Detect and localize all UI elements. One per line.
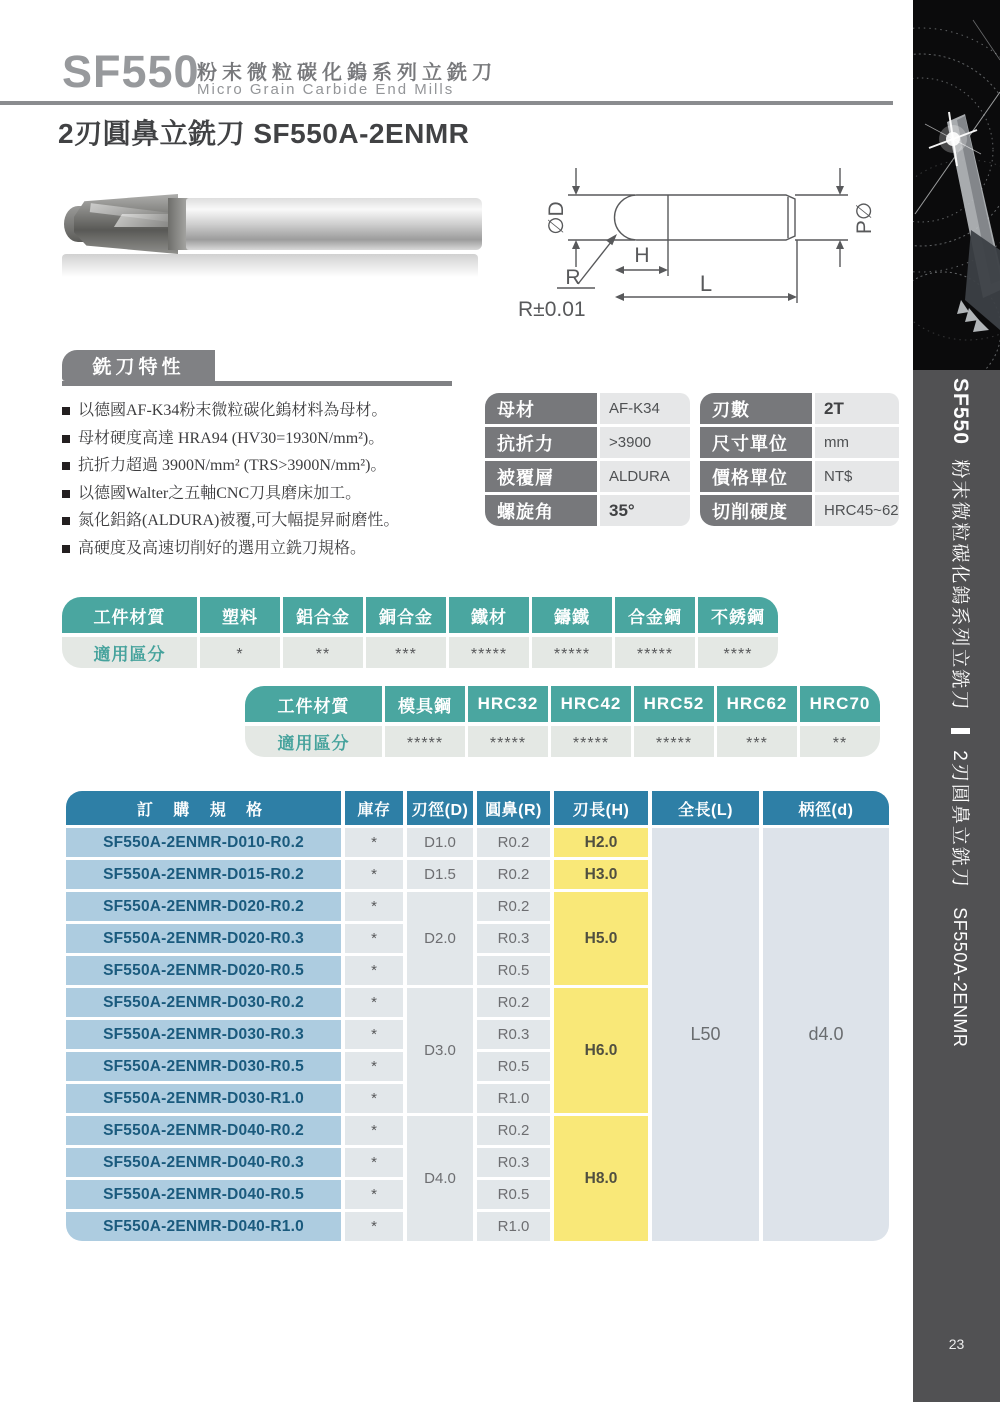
stock-mark: * (345, 924, 403, 953)
overall-length: L50 (652, 828, 759, 1241)
spec-label: 尺寸單位 (700, 427, 812, 458)
column-header: 訂 購 規 格 (66, 791, 341, 825)
corner-radius: R0.2 (477, 828, 550, 857)
table-row (66, 828, 889, 857)
spec-value: HRC45~62 (815, 495, 899, 526)
bullet-square-icon (62, 435, 70, 443)
bullet-square-icon (62, 407, 70, 415)
workpiece-material-table-1 (62, 597, 778, 668)
stock-mark: * (345, 1052, 403, 1081)
corner-radius: R0.3 (477, 924, 550, 953)
diagram-shank-diameter-label: P∅ (853, 201, 876, 235)
spec-value: AF-K34 (600, 393, 690, 424)
sidebar-separator-bar (951, 728, 970, 734)
rating-stars: *** (717, 726, 797, 757)
material-column: 鑄鐵 (532, 597, 612, 633)
cut-diameter: D2.0 (407, 892, 473, 985)
corner-radius: R0.5 (477, 956, 550, 985)
corner-radius: R0.3 (477, 1020, 550, 1049)
photo-shank (186, 198, 482, 250)
rating-stars: ***** (468, 726, 548, 757)
spec-value: mm (815, 427, 899, 458)
workpiece-material-table-2 (245, 686, 880, 757)
spec-table-units (700, 393, 899, 526)
spec-label: 被覆層 (485, 461, 597, 492)
feature-text: 抗折力超過 3900N/mm² (TRS>3900N/mm²)。 (78, 457, 387, 474)
material-column: 模具鋼 (385, 686, 465, 722)
part-number: SF550A-2ENMR-D030-R0.2 (66, 988, 341, 1017)
stock-mark: * (345, 828, 403, 857)
spec-value: NT$ (815, 461, 899, 492)
part-number: SF550A-2ENMR-D015-R0.2 (66, 860, 341, 889)
corner-radius: R0.2 (477, 860, 550, 889)
corner-radius: R0.2 (477, 1116, 550, 1145)
sidebar-product-code: SF550A-2ENMR (950, 907, 970, 1048)
corner-radius: R1.0 (477, 1212, 550, 1241)
rating-stars: ** (800, 726, 880, 757)
rating-stars: ***** (615, 637, 695, 668)
material-column: 鐵材 (449, 597, 529, 633)
material-column: 不銹鋼 (698, 597, 778, 633)
stock-mark: * (345, 1148, 403, 1177)
bullet-square-icon (62, 517, 70, 525)
rating-stars: ***** (385, 726, 465, 757)
sidebar-series: SF550 (949, 378, 972, 445)
features-list (62, 397, 492, 562)
table-row-label: 適用區分 (245, 726, 382, 757)
diagram-radius-tolerance: R±0.01 (518, 298, 586, 321)
table-corner-label: 工件材質 (62, 597, 197, 633)
material-column: 鋁合金 (283, 597, 363, 633)
sidebar-series-cn: 粉末微粒碳化鎢系列立銑刀 (949, 459, 970, 712)
column-header: 庫存 (345, 791, 403, 825)
diagram-flute-length-label: H (634, 244, 650, 267)
sidebar-vertical-title (948, 378, 975, 1047)
part-number: SF550A-2ENMR-D040-R0.3 (66, 1148, 341, 1177)
material-column: 塑料 (200, 597, 280, 633)
stock-mark: * (345, 1212, 403, 1241)
bullet-square-icon (62, 490, 70, 498)
material-column: HRC70 (800, 686, 880, 722)
corner-radius: R0.3 (477, 1148, 550, 1177)
column-header: 刃長(H) (554, 791, 648, 825)
photo-reflection (62, 254, 478, 280)
material-column: HRC32 (468, 686, 548, 722)
corner-radius: R0.5 (477, 1052, 550, 1081)
material-column: HRC52 (634, 686, 714, 722)
rating-stars: ** (283, 637, 363, 668)
dimension-diagram (500, 148, 900, 326)
end-mill-photo (58, 186, 482, 282)
order-spec-table (62, 788, 893, 1244)
table-header-row (66, 791, 889, 825)
spec-table-material (485, 393, 690, 526)
rating-stars: ***** (449, 637, 529, 668)
diagram-overall-length-label: L (699, 271, 713, 296)
features-section-title: 銑刀特性 (62, 350, 215, 381)
page-number: 23 (948, 1336, 965, 1352)
cut-diameter: D3.0 (407, 988, 473, 1113)
column-header: 刃徑(D) (407, 791, 473, 825)
globe-drill-graphic (913, 0, 1000, 370)
feature-text: 高硬度及高速切削好的選用立銑刀規格。 (78, 539, 367, 557)
column-header: 全長(L) (652, 791, 759, 825)
feature-item (62, 535, 492, 563)
spec-value: ALDURA (600, 461, 690, 492)
rating-stars: ***** (532, 637, 612, 668)
spec-label: 螺旋角 (485, 495, 597, 526)
stock-mark: * (345, 1084, 403, 1113)
feature-item (62, 452, 492, 480)
stock-mark: * (345, 988, 403, 1017)
corner-radius: R0.2 (477, 988, 550, 1017)
stock-mark: * (345, 1116, 403, 1145)
spec-label: 母材 (485, 393, 597, 424)
part-number: SF550A-2ENMR-D020-R0.2 (66, 892, 341, 921)
column-header: 柄徑(d) (763, 791, 889, 825)
column-header: 圓鼻(R) (477, 791, 550, 825)
spec-label: 抗折力 (485, 427, 597, 458)
features-underline (62, 381, 452, 386)
part-number: SF550A-2ENMR-D040-R0.5 (66, 1180, 341, 1209)
part-number: SF550A-2ENMR-D010-R0.2 (66, 828, 341, 857)
sidebar-product: 2刃圓鼻立銑刀 (949, 750, 970, 889)
flute-length: H3.0 (554, 860, 648, 889)
rating-stars: ***** (551, 726, 631, 757)
header-divider (0, 101, 893, 105)
flute-length: H8.0 (554, 1116, 648, 1241)
feature-item (62, 425, 492, 453)
page-title: 2刃圓鼻立銑刀 SF550A-2ENMR (58, 118, 470, 149)
spec-label: 刃數 (700, 393, 812, 424)
feature-text: 以德國AF-K34粉末微粒碳化鎢材料為母材。 (78, 402, 388, 419)
cut-diameter: D4.0 (407, 1116, 473, 1241)
right-sidebar (913, 0, 1000, 1402)
stock-mark: * (345, 1020, 403, 1049)
spec-label: 價格單位 (700, 461, 812, 492)
part-number: SF550A-2ENMR-D030-R0.3 (66, 1020, 341, 1049)
table-corner-label: 工件材質 (245, 686, 382, 722)
cut-diameter: D1.5 (407, 860, 473, 889)
feature-text: 母材硬度高達 HRA94 (HV30=1930N/mm²)。 (78, 429, 385, 447)
series-subtitle-cn: 粉末微粒碳化鎢系列立銑刀 (197, 62, 497, 84)
feature-item (62, 397, 492, 425)
part-number: SF550A-2ENMR-D030-R1.0 (66, 1084, 341, 1113)
stock-mark: * (345, 860, 403, 889)
part-number: SF550A-2ENMR-D040-R1.0 (66, 1212, 341, 1241)
rating-stars: *** (366, 637, 446, 668)
stock-mark: * (345, 1180, 403, 1209)
rating-stars: * (200, 637, 280, 668)
bullet-square-icon (62, 462, 70, 470)
spec-value: 35° (600, 495, 690, 526)
series-logo: SF550 (62, 46, 200, 97)
spec-value: 2T (815, 393, 899, 424)
material-column: HRC62 (717, 686, 797, 722)
flute-length: H6.0 (554, 988, 648, 1113)
feature-text: 氮化鋁鉻(ALDURA)被覆,可大幅提昇耐磨性。 (78, 512, 400, 529)
cut-diameter: D1.0 (407, 828, 473, 857)
material-column: 銅合金 (366, 597, 446, 633)
part-number: SF550A-2ENMR-D030-R0.5 (66, 1052, 341, 1081)
shank-diameter: d4.0 (763, 828, 889, 1241)
spec-value: >3900 (600, 427, 690, 458)
table-row-label: 適用區分 (62, 637, 197, 668)
flute-length: H2.0 (554, 828, 648, 857)
bullet-square-icon (62, 545, 70, 553)
diagram-radius-label: R (565, 266, 581, 289)
corner-radius: R1.0 (477, 1084, 550, 1113)
corner-radius: R0.2 (477, 892, 550, 921)
feature-item (62, 480, 492, 508)
rating-stars: **** (698, 637, 778, 668)
part-number: SF550A-2ENMR-D040-R0.2 (66, 1116, 341, 1145)
material-column: 合金鋼 (615, 597, 695, 633)
stock-mark: * (345, 892, 403, 921)
series-subtitle-en: Micro Grain Carbide End Mills (197, 81, 455, 98)
diagram-diameter-label: ∅D (545, 201, 568, 235)
corner-radius: R0.5 (477, 1180, 550, 1209)
stock-mark: * (345, 956, 403, 985)
feature-item (62, 507, 492, 535)
part-number: SF550A-2ENMR-D020-R0.5 (66, 956, 341, 985)
flute-length: H5.0 (554, 892, 648, 985)
material-column: HRC42 (551, 686, 631, 722)
part-number: SF550A-2ENMR-D020-R0.3 (66, 924, 341, 953)
feature-text: 以德國Walter之五軸CNC刀具磨床加工。 (78, 484, 362, 502)
spec-label: 切削硬度 (700, 495, 812, 526)
rating-stars: ***** (634, 726, 714, 757)
